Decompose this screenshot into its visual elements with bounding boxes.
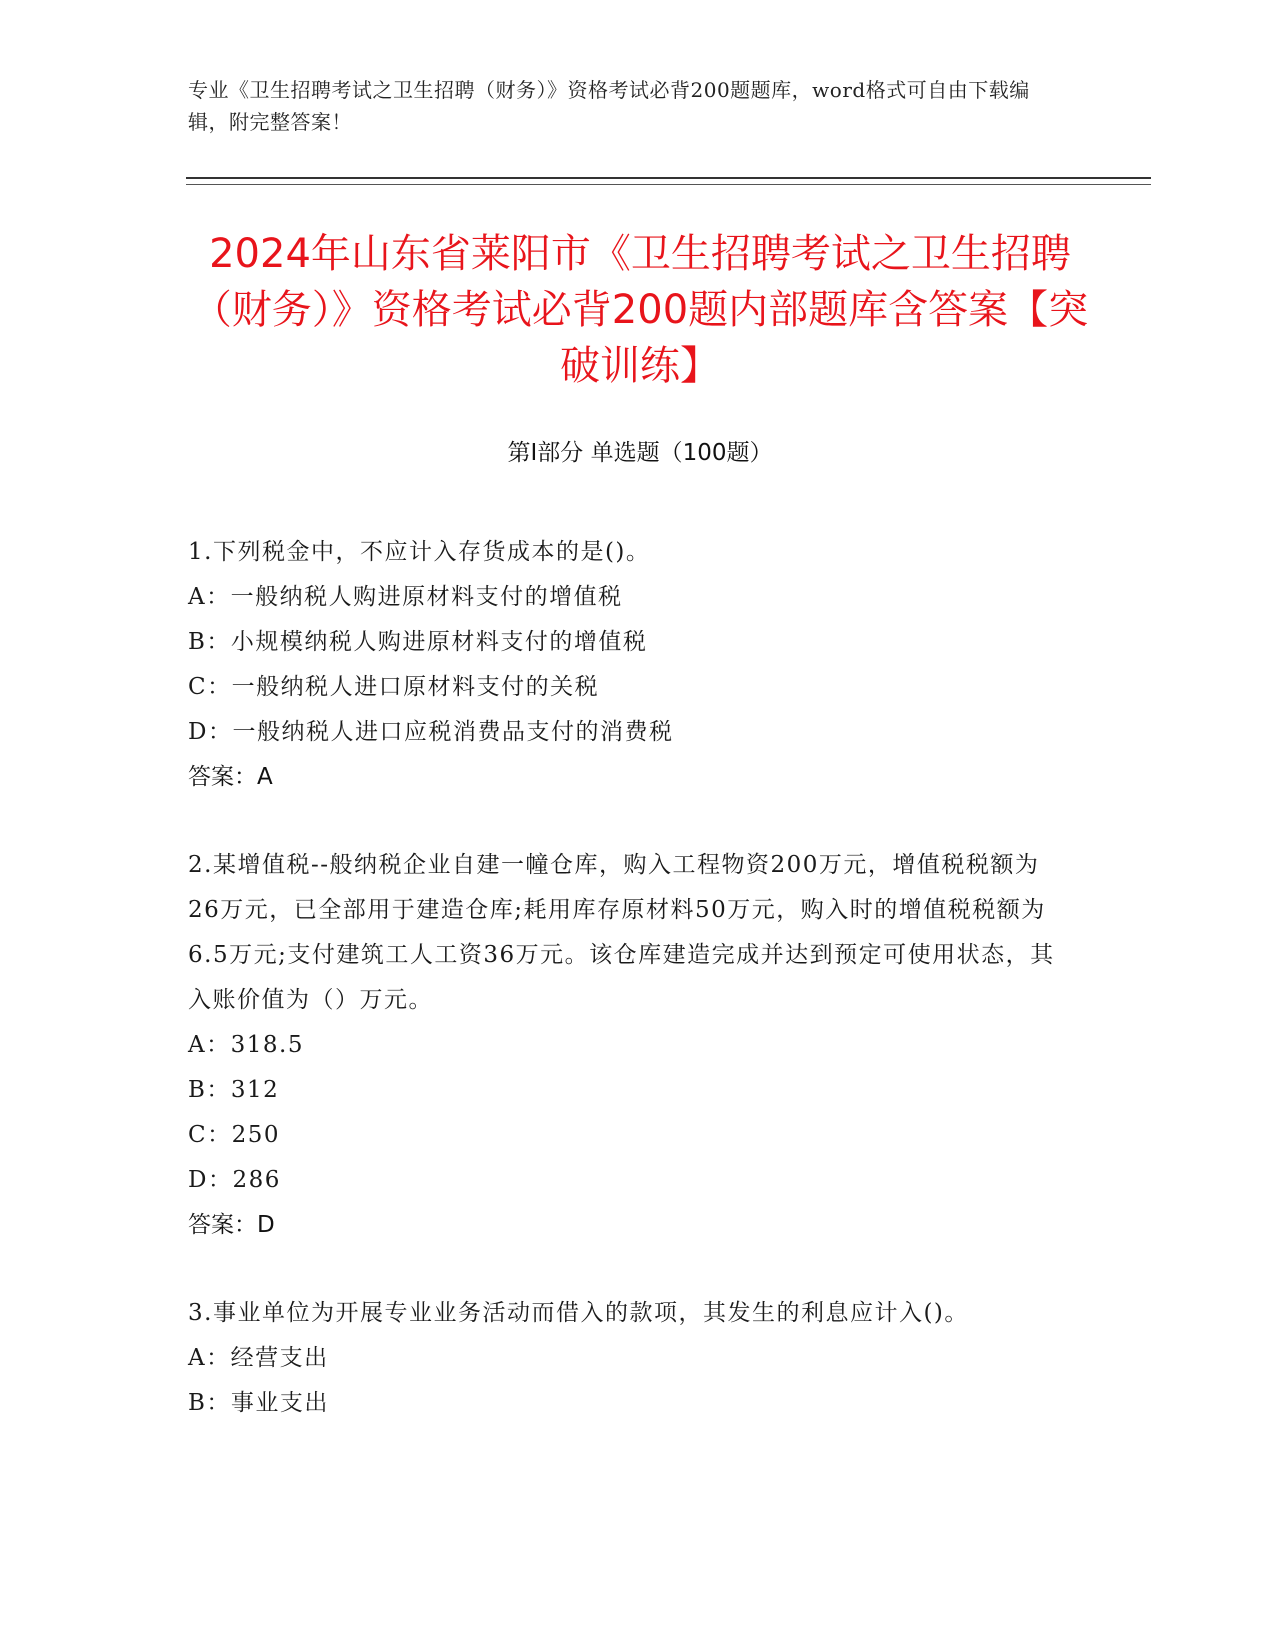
- option-a: A：318.5: [188, 1032, 304, 1058]
- section-heading: 第I部分 单选题（100题）: [507, 440, 773, 466]
- option-d: D：286: [188, 1167, 281, 1193]
- question-list: [188, 530, 1068, 1469]
- option-a: A：一般纳税人购进原材料支付的增值税: [188, 584, 623, 610]
- question-stem: 1.下列税金中，不应计入存货成本的是()。: [188, 539, 651, 565]
- answer-line: 答案：D: [188, 1212, 275, 1238]
- option-d: D：一般纳税人进口应税消费品支付的消费税: [188, 719, 674, 745]
- document-title: 2024年山东省莱阳市《卫生招聘考试之卫生招聘（财务）》资格考试必背200题内部题库含答案【突破训练】: [191, 231, 1089, 389]
- answer-line: 答案：A: [188, 764, 273, 790]
- header-divider-thin: [186, 184, 1151, 185]
- question-stem: 2.某增值税--般纳税企业自建一幢仓库，购入工程物资200万元，增值税税额为26万元，已全部用于建造仓库;耗用库存原材料50万元，购入时的增值税税额为6.5万元;支付建筑工人工资36万元。该仓库建造完成并达到预定可使用状态，其入账价值为（）万元。: [188, 852, 1055, 1013]
- header-divider-thick: [186, 177, 1151, 179]
- question-stem: 3.事业单位为开展专业业务活动而借入的款项，其发生的利息应计入()。: [188, 1300, 969, 1326]
- question-3: [188, 1291, 1068, 1426]
- option-b: B：事业支出: [188, 1390, 329, 1416]
- option-b: B：小规模纳税人购进原材料支付的增值税: [188, 629, 648, 655]
- question-1: [188, 530, 1068, 800]
- option-c: C：一般纳税人进口原材料支付的关税: [188, 674, 600, 700]
- header-note: 专业《卫生招聘考试之卫生招聘（财务）》资格考试必背200题题库，word格式可自由下载编辑，附完整答案！: [188, 78, 1030, 134]
- option-b: B：312: [188, 1077, 280, 1103]
- option-a: A：经营支出: [188, 1345, 329, 1371]
- question-2: [188, 843, 1068, 1248]
- option-c: C：250: [188, 1122, 280, 1148]
